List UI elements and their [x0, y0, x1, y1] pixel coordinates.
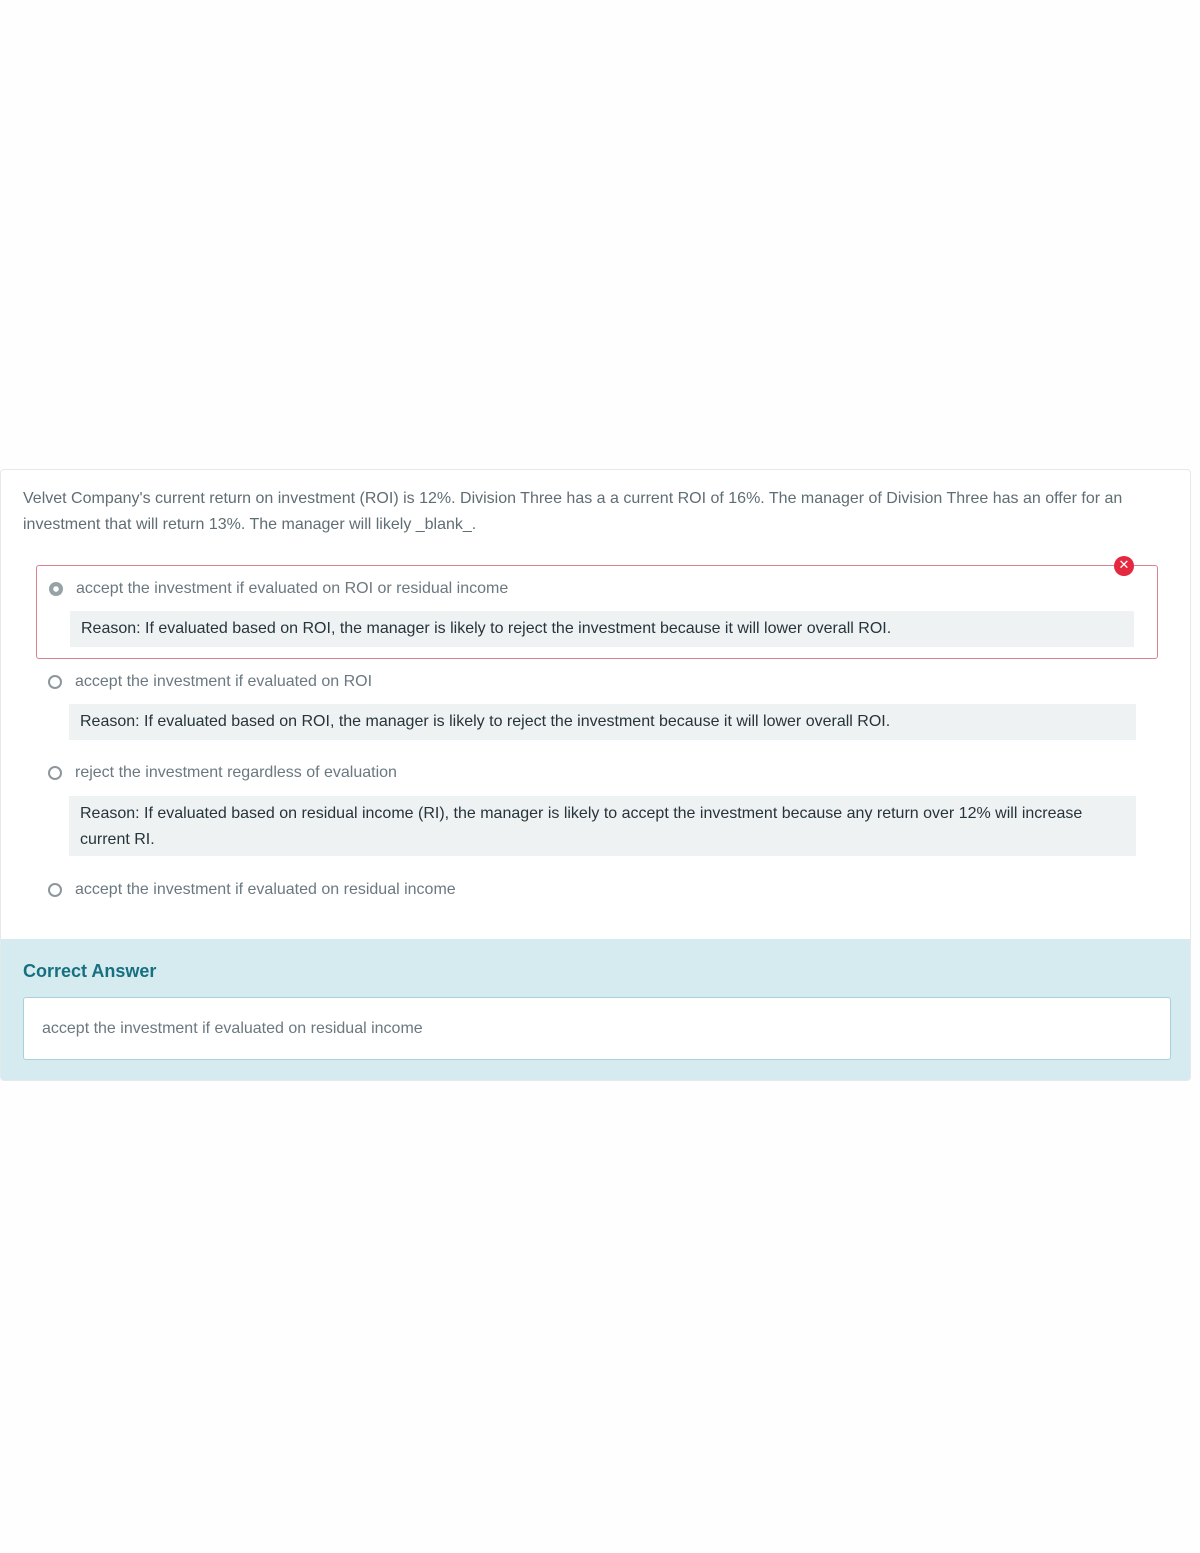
- x-circle-icon: ✕: [1114, 556, 1134, 576]
- option-2-reason: Reason: If evaluated based on ROI, the manager is likely to reject the investment because it will lower overall ROI.: [69, 704, 1136, 740]
- option-1-reason: Reason: If evaluated based on ROI, the manager is likely to reject the investment because it will lower overall ROI.: [70, 611, 1134, 647]
- correct-answer-box: [23, 997, 1171, 1060]
- option-4[interactable]: [48, 878, 456, 902]
- option-1-label: accept the investment if evaluated on ROI or residual income: [76, 580, 509, 597]
- radio-option-1[interactable]: [49, 582, 63, 596]
- radio-option-2[interactable]: [48, 675, 62, 689]
- option-3-reason: Reason: If evaluated based on residual income (RI), the manager is likely to accept the investment because any return over 12% will increase current RI.: [69, 796, 1136, 856]
- radio-option-3[interactable]: [48, 766, 62, 780]
- option-2[interactable]: [48, 670, 372, 694]
- option-3-label: reject the investment regardless of evaluation: [75, 764, 397, 781]
- option-3[interactable]: [48, 761, 397, 785]
- correct-answer-panel: [1, 939, 1191, 1081]
- correct-answer-value: accept the investment if evaluated on residual income: [42, 1019, 423, 1037]
- question-text: Velvet Company's current return on investment (ROI) is 12%. Division Three has a a current ROI of 16%. The manager of Division Three has an offer for an investment that will return 13%. The manager will likely _blank_.: [23, 490, 1123, 533]
- option-4-label: accept the investment if evaluated on residual income: [75, 881, 456, 898]
- radio-option-4[interactable]: [48, 883, 62, 897]
- option-2-label: accept the investment if evaluated on ROI: [75, 673, 373, 690]
- question-card: [0, 469, 1191, 1081]
- option-1[interactable]: [49, 577, 508, 601]
- correct-answer-title: Correct Answer: [23, 961, 157, 981]
